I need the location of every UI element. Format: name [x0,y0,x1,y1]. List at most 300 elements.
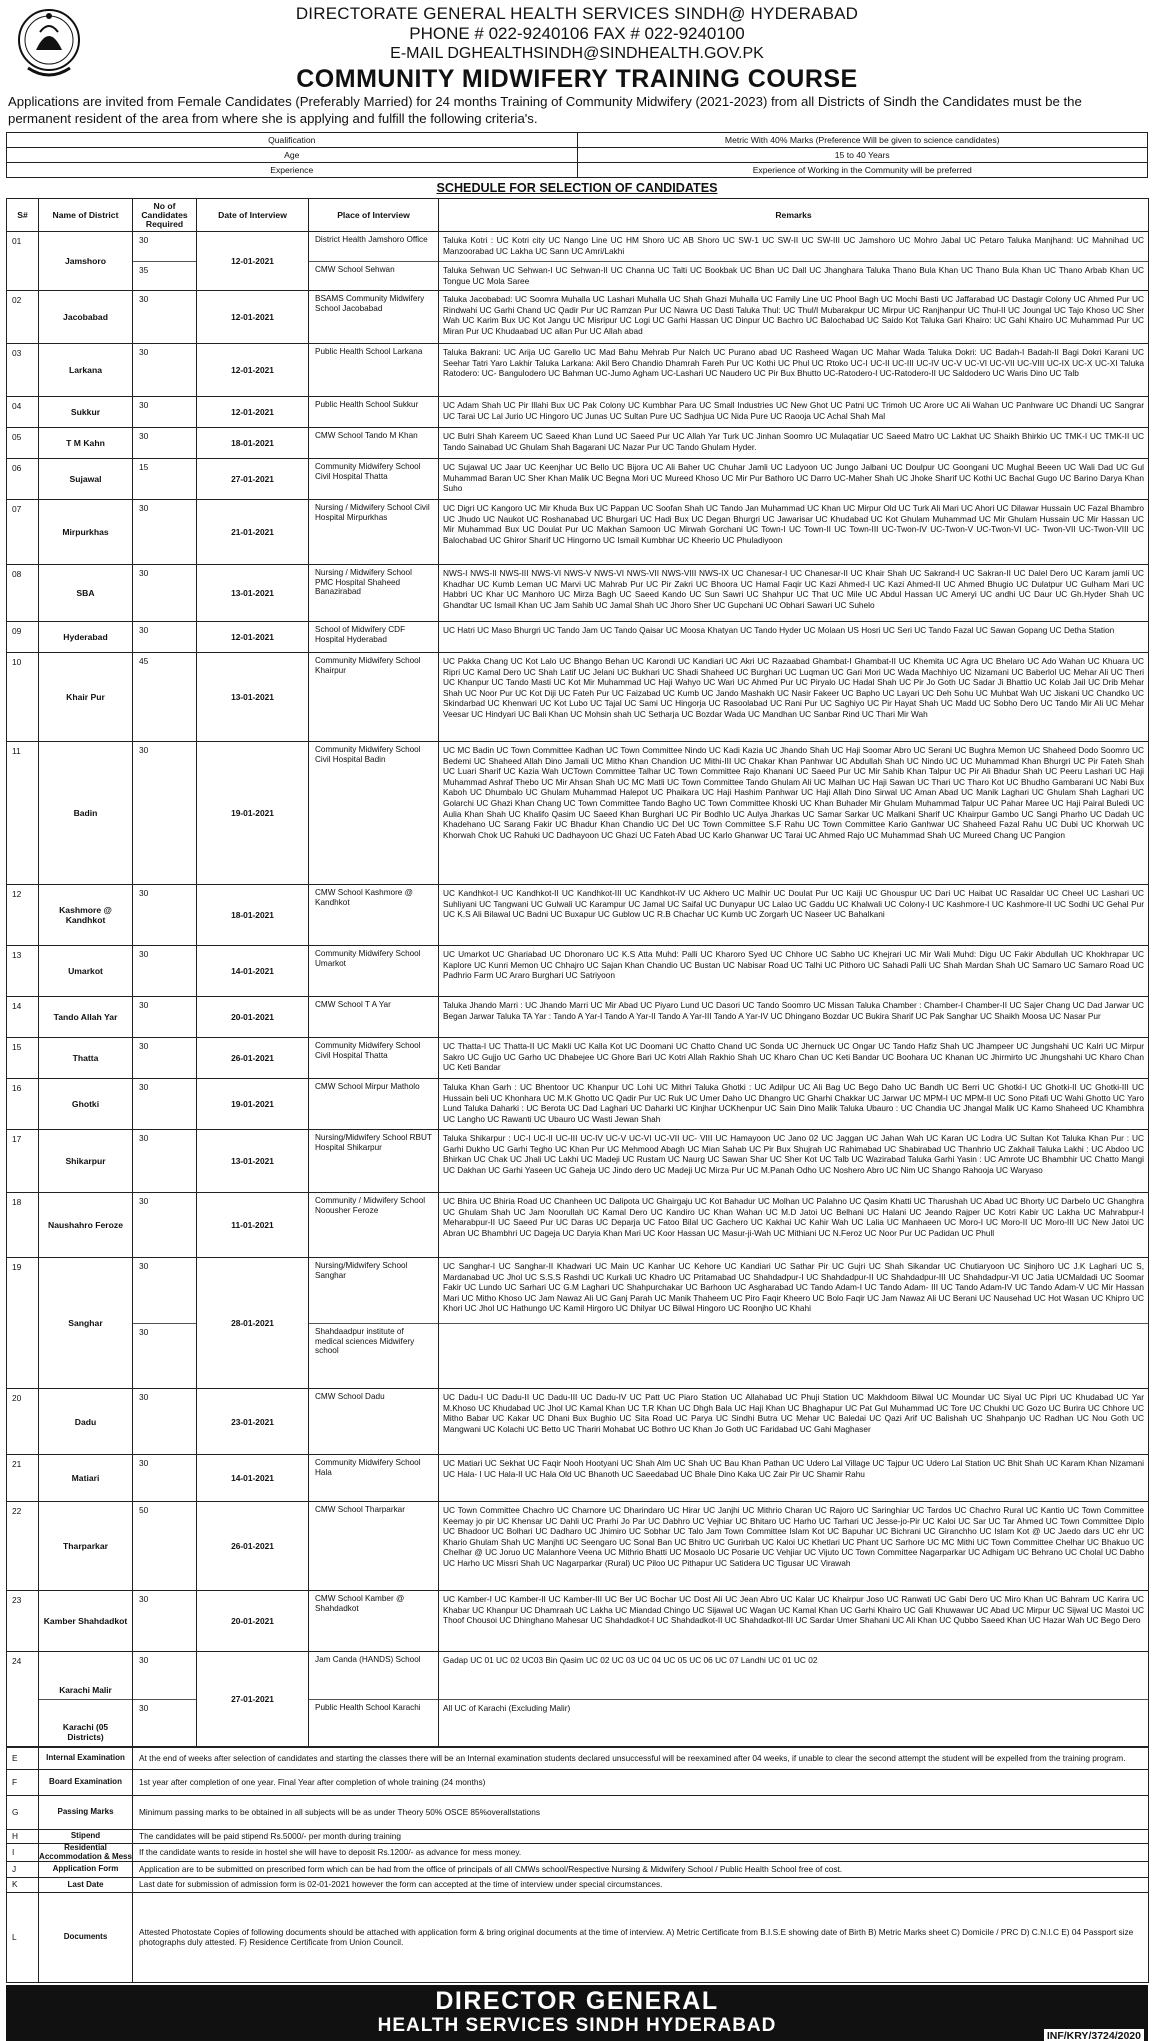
interview-date: 26-01-2021 [231,1541,274,1551]
candidates-count: 30 [139,1082,149,1092]
condition-title: Passing Marks [39,1796,133,1830]
place-cell [309,997,439,1038]
interview-place: Nursing / Midwifery School PMC Hospital Shaheed Banazirabad [315,568,412,597]
candidates-column [133,291,197,343]
candidates-count: 30 [139,1594,149,1604]
candidates-date-cell [133,946,309,997]
remarks-cell [439,1258,1149,1389]
interview-place: Community Midwifery School Civil Hospital Thatta [315,462,421,481]
interview-date: 13-01-2021 [231,1156,274,1166]
place-cell [309,622,439,653]
remarks-cell [439,622,1149,653]
condition-key: K [7,1878,39,1893]
district-name: Umarkot [39,946,133,997]
candidates-date-wrap [133,1455,308,1501]
schedule-row [7,997,1149,1038]
candidates-count: 30 [139,347,149,357]
place-cell [309,653,439,742]
candidates-count: 30 [139,1133,149,1143]
candidates-date-cell [133,291,309,344]
remarks-cell [439,500,1149,565]
remarks-cell [439,397,1149,428]
row-serial: 07 [7,500,39,565]
district-name: Badin [39,742,133,885]
candidates-date-wrap [133,885,308,945]
condition-title: Internal Examination [39,1748,133,1770]
condition-title: Last Date [39,1878,133,1893]
candidates-column [133,232,197,290]
candidates-column [133,565,197,621]
schedule-row [7,232,1149,291]
remarks-cell [439,1455,1149,1502]
union-council-remarks: Taluka Kotri : UC Kotri city UC Nango Line UC HM Shoro UC AB Shoro UC SW-1 UC SW-II UC SW-III UC Jamshoro UC Mohro Jabal UC Petaro Taluka Manjhand: UC Mahnihad UC Manzoorabad UC Lakha UC Sann UC Amri/Lakhi [443,235,1144,256]
remarks-cell [439,291,1149,344]
row-serial: 01 [7,232,39,291]
row-serial: 08 [7,565,39,622]
candidates-date-wrap [133,344,308,396]
union-council-remarks: Taluka Bakrani: UC Arija UC Garello UC Mad Bahu Mehrab Pur Nalch UC Purano abad UC Rasheed Wagan UC Mahar Wada Taluka Dokri: UC Badah-I Badah-II Bagi Dokri Karani UC Seehar Tatri Yaro Lakhir Taluka Larkana: Akil Bero Chandio Dhamrah Fareh Pur UC Kothi UC Phul UC Rtoko UC-I UC-II UC-III UC-IV UC-V UC-VI UC-VII UC-VIII UC-IX UC-X UC-XI Taluka Ratodero: UC- Bangulodero UC Bahman UC-Jumo Agham UC-Lashari UC Naudero UC Pir Bux Bhutto UC-Ratodero-I UC-Ratodero-II UC Saldodero UC Waris Dino UC Talb [443,347,1144,379]
candidates-date-wrap [133,428,308,458]
candidates-count: 30 [139,294,149,304]
candidates-date-cell [133,1502,309,1591]
interview-place: CMW School Sehwan [309,261,438,290]
place-cell [309,1389,439,1455]
candidates-count: 35 [133,261,196,290]
interview-place: Community Midwifery School Civil Hospital Thatta [315,1041,421,1060]
interview-date: 12-01-2021 [231,256,274,266]
candidates-date-wrap [133,622,308,652]
row-serial: 18 [7,1193,39,1258]
candidates-count: 30 [139,888,149,898]
district-name: Naushahro Feroze [39,1193,133,1258]
condition-row [7,1893,1149,1983]
candidates-column [133,1591,197,1651]
candidates-date-wrap [133,1389,308,1454]
remarks-cell [439,946,1149,997]
candidates-date-wrap [133,1079,308,1129]
interview-date: 19-01-2021 [231,808,274,818]
union-council-remarks: UC MC Badin UC Town Committee Kadhan UC Town Committee Nindo UC Kadi Kazia UC Jhando Shah UC Haji Soomar Abro UC Serani UC Bughra Memon UC Shaheed Dodo Soomro UC Bedemi UC Shaheed Allah Dino Jamali UC Mitho Khan Chandion UC Mithi-III UC Chakar Khan Panhwar UC Abdullah Shah UC Nindo UC UC Muhammad Khan Bhurgri UC Pir Fateh Shah UC Luari Sharif UC Kazia Wah UCTown Committee Talhar UC Town Committee Rajo Khanani UC Saeed Pur UC Mir Sahib Khan Talpur UC Pir Ali Bhadur Shah UC Peeru Lashari UC Haji Muhammad Ashraf Thebo UC Mir Ahsan Shah UC MC Matli UC Town Committee Tando Ghulam Ali UC Malhan UC Haji Sawan UC Thari UC Tharo Kot UC Bhudho Gambarani UC Nabi Bux Kaboh UC Dhumbalo UC Ghulam Muhammad Halepot UC Phaikara UC Haji Hashim Panhwar UC Haji Allah Dino Sirwal UC Aman Abad UC Manik Laghari UC Ghulam Shah Laghari UC Golarchi UC Ghazi Khan Chang UC Town Committee Tando Bagho UC Town Committee Khoski UC Khan Buhader Mir Ghulam Muhammad Talpur UC Pahar Maree UC Haji Pairal Buledi UC Aulia Khan Shah UC Khalifo Qasim UC Saeed Khan Burghari UC Pir Bodhlo UC Aulya Jharkas UC Samar Sarkar UC Malkani Sharif UC Khairpur Gambo UC Sangi Pharho UC Dadah UC Khadehano UC Sarang Fakir UC Bhadur Khan Chandio UC Del UC Town Committee S.F Rahu UC Town Committee Kario Ganhwar UC Shaheed Fazal Rahu UC Dubi UC Khorwah UC Khorwah Chok UC Rahuki UC Dadhayoon UC Ghazi UC Fateh Abad UC Karlo Ghanwar UC Tarai UC Ahmed Rajo UC Muhammad Shah UC Mureed Chang UC Pangion [443,745,1144,840]
union-council-remarks: UC Dadu-I UC Dadu-II UC Dadu-III UC Dadu-IV UC Patt UC Piaro Station UC Allahabad UC Phuji Station UC Makhdoom Bilwal UC Moundar UC Siyal UC Pipri UC Khudabad UC Yar M.Khoso UC Khudabad UC Jhol UC Kamal Khan UC T.R Khan UC Dhgh Bala UC Haji Khan UC Bhaghapur UC Pat Gul Muhammad UC Tore UC Chukhi UC Gozo UC Burira UC Chhore UC Mitho Babar UC Kakar UC Dhani Bux Bughio UC Sita Road UC Parya UC Sindhi Butra UC Mehar UC Baledai UC Qazi Arif UC Balishah UC Shahpanjo UC Radhan UC Nou Goth UC Mangwani UC Kolachi UC Betto UC Thariri Mohabat UC Bothro UC Khan Jo Goth UC Faridabad UC Gahi Maghaser [443,1392,1144,1434]
candidates-column [133,500,197,564]
schedule-row [7,1502,1149,1591]
footer-banner [6,1985,1148,2041]
remarks-cell [439,1038,1149,1079]
union-council-remarks: NWS-I NWS-II NWS-III NWS-VI NWS-V NWS-VI NWS-VII NWS-VIII NWS-IX UC Chanesar-I UC Chanesar-II UC Khair Shah UC Sakrand-I UC Sakran-II UC Dalel Dero UC Karam jamli UC Khadhar UC Kumb Leman UC Marvi UC Mahrab Pur UC Pir Zakri UC Bhoora UC Hamal Faqir UC Kazi Ahmed-I UC Kazi Ahmed-II UC Ahmed Bhugio UC Dulatpur UC Gulham Mari UC Habbri UC Khar UC Manhoro UC Mirza Bagh UC Saeed Kando UC Sun Sawri UC Shahpur UC That UC Mile UC Abdul Hassan UC Ameryi UC andhi UC Daur UC Gh.Hyder Shah UC Ghandtar UC Ismail Khan UC Jam Sahib UC Jamal Shah UC Jhoro Sher UC Gupchani UC Obhari Sawari UC Suhelo [443,568,1144,610]
union-council-remarks: UC Sanghar-I UC Sanghar-II Khadwari UC Main UC Kanhar UC Kehore UC Kandiari UC Sathar Pir UC Gujri UC Shah Sikandar UC Chutiaryoon UC Sinjhoro UC J.K Laghari UC S, Mardanabad UC Jhol UC S.S.S Rashdi UC Kurkali UC Khadro UC Pritamabad UC Shahdadpur-I UC Shahdadpur-II UC Shahdadpur-III UC Shahdadpur-VI UC Jatia UCMaldadi UC Soomar Fakir UC Lundo UC Sarhari UC G.M Laghari UC Shahpurchakar UC Barhoon UC Asgharabad UC Tando Adam-I UC Tando Adam- III UC Tando Adam-IV UC Tando Adam-V UC Mir Hassan Mari UC Mitho Khoso UC Jam Nawaz Ali UC Ganj Parah UC Manik Thaheem UC Piro Faqir Kheero UC Bolo Faqir UC Jam Nawaz Ali UC Berani UC Nausehad UC Hot Wasan UC Khipro UC Khori UC Jhol UC Hathungo UC Kamil Hirgoro UC Dhilyar UC Bilwal Hingoro UC Roonjho UC Khahi [443,1261,1144,1314]
candidates-date-wrap [133,500,308,564]
interview-date: 21-01-2021 [231,527,274,537]
interview-date: 23-01-2021 [231,1416,274,1427]
row-serial: 23 [7,1591,39,1652]
candidates-count: 30 [139,235,149,245]
district-name: Ghotki [39,1079,133,1130]
interview-place: Nursing/Midwifery School Sanghar [315,1261,408,1280]
district-name: Sukkur [39,397,133,428]
candidates-column [133,459,197,499]
union-council-remarks: Taluka Khan Garh : UC Bhentoor UC Khanpur UC Lohi UC Mithri Taluka Ghotki : UC Adilpur UC Ali Bag UC Bego Daho UC Bandh UC Berri UC Ghotki-I UC Ghotki-II UC Ghotki-III UC Hussain beli UC Khonhara UC M.K Ghotto UC Qadir Pur UC Ruk UC Umer Daho UC Dhangro UC Gharhi Chakkar UC Jarwar UC MPM-I UC MPM-II UC Sono Pitafi UC Wahi Ghotto UC Yaro Lund Taluka Daharki : UC Berota UC Dad Laghari UC Daharki UC Kinjhar UCKhenpur UC Sain Dino Malik Taluka Ubauro : UC Chandia UC Jhangal Malik UC Kamo Shaheed UC Khambhra UC Langho UC Rawanti UC Ubauro UC Wasti Jewan Shah [443,1082,1144,1124]
interview-place: CMW School Tharparkar [315,1505,405,1514]
remarks-cell [439,565,1149,622]
candidates-column [133,946,197,996]
interview-place: Shahdaadpur institute of medical sciences Midwifery school [309,1323,438,1388]
schedule-row [7,622,1149,653]
remarks-cell [439,1591,1149,1652]
criteria-table [6,132,1148,178]
interview-place: Public Health School Karachi [309,1699,438,1746]
candidates-column [133,1079,197,1129]
header [6,0,1148,92]
footer-department: HEALTH SERVICES SINDH HYDERABAD [377,2015,777,2036]
candidates-date-cell [133,622,309,653]
interview-place: District Health Jamshoro Office [315,235,428,244]
candidates-date-cell [133,1652,309,1747]
candidates-column [133,997,197,1037]
condition-row [7,1862,1149,1878]
union-council-remarks: UC Thatta-I UC Thatta-II UC Makli UC Kalla Kot UC Doomani UC Chatto Chand UC Sonda UC Jhernuck UC Ongar UC Tando Hafiz Shah UC Jhampeer UC Jungshahi UC Kalri UC Mirpur Sakro UC Gujjo UC Garho UC Dhabejee UC Ghore Bari UC Kotri Allah Rakhio Shah UC Kharo Chan UC Keti Bandar UC Boohara UC Khanan UC Jhirmirto UC Jhungshahi UC Kharo Chan UC Keti Bandar [443,1041,1144,1073]
criteria-value: 15 to 40 Years [577,148,1148,163]
candidates-count: 30 [139,568,149,578]
place-cell [309,1591,439,1652]
union-council-remarks: UC Sujawal UC Jaar UC Keenjhar UC Bello UC Bijora UC Ali Baher UC Chuhar Jamli UC Ladyoon UC Jungo Jalbani UC Doulpur UC Goongani UC Mughal Beeen UC Wali Dad UC Gul Muhammad Baran UC Sher Khan Malik UC Begna Mori UC Mureed Khoso UC Mir Pur Bathoro UC Darro UC-Maher Shah UC Jhoke Sharif UC Kothi UC Bachal Gugo UC Barino Darya Khan Suho [443,462,1144,494]
place-cell [309,459,439,500]
candidates-date-wrap [133,232,308,290]
interview-place: Public Health School Larkana [315,347,423,356]
union-council-remarks: Taluka Shikarpur : UC-I UC-II UC-III UC-IV UC-V UC-VI UC-VII UC- VIII UC Hamayoon UC Jano 02 UC Jaggan UC Jahan Wah UC Karan UC Lodra UC Sultan Kot Taluka Khan Pur : UC Garhi Dukho UC Garhi Tegho UC Khan Pur UC Mehmood Abagh UC Mian Sahab UC Pir Bux Shujrah UC Rahimabad UC Shabirabad UC Thanhrio UC Zakhail Taluka Lakhi : UC Abdoo UC Bhirkan UC Chak UC Jhali UC Lakhi UC Madeji UC Rustam UC Naurg UC Sawan Shar UC Sher Kot UC Talb UC Wazirabad Taluka Garhi Yasin : UC Amrote UC Bhambhir UC Chatto Mangi UC Dakhan UC Garhi Yaseen UC Gaheja UC Jindo dero UC Madeji UC Mirza Pur UC M.Panah Odho UC Noshero Abro UC Nim UC Shango Rahooja UC Waryaso [443,1133,1144,1175]
district-name: Shikarpur [39,1130,133,1193]
condition-text: Attested Photostate Copies of following documents should be attached with application form & bring original documents at the time of interview. A) Metric Certificate from B.I.S.E showing date of Birth B) Metric Marks sheet C) Domicile / PRC D) C.N.I.C E) 04 Passport size photographs duly attested. F) Residence Certificate from Union Council. [133,1893,1149,1983]
candidates-count: 30 [139,745,149,755]
schedule-row [7,344,1149,397]
schedule-row [7,1038,1149,1079]
union-council-remarks: Taluka Sehwan UC Sehwan-I UC Sehwan-II UC Channa UC Talti UC Bookbak UC Bhan UC Dall UC Jhanghara Taluka Thano Bula Khan UC Thano Bula Khan UC Thano Arbab Khan UC Tongue UC Mola Saree [439,261,1148,290]
row-serial: 14 [7,997,39,1038]
interview-place: Community / Midwifery School Noousher Feroze [315,1196,426,1215]
place-cell [309,1258,439,1389]
schedule-row [7,1591,1149,1652]
interview-date: 19-01-2021 [231,1099,274,1109]
district-name: T M Kahn [39,428,133,459]
candidates-date-wrap [133,653,308,741]
row-serial: 04 [7,397,39,428]
candidates-date-cell [133,997,309,1038]
row-serial: 21 [7,1455,39,1502]
remarks-cell [439,1079,1149,1130]
remarks-cell [439,742,1149,885]
interview-date: 12-01-2021 [231,365,274,375]
remarks-cell [439,1193,1149,1258]
interview-date: 20-01-2021 [231,1012,274,1022]
place-cell [309,428,439,459]
candidates-count: 30 [139,1392,149,1402]
candidates-count: 30 [139,949,149,959]
row-serial: 24 [7,1652,39,1747]
candidates-column [133,653,197,741]
candidates-count: 30 [139,1261,149,1271]
candidates-column [133,1038,197,1078]
candidates-count: 30 [139,1041,149,1051]
candidates-column [133,428,197,458]
candidates-date-wrap [133,997,308,1037]
place-cell [309,1193,439,1258]
interview-date: 26-01-2021 [231,1053,274,1063]
condition-row [7,1770,1149,1796]
candidates-date-wrap [133,1038,308,1078]
remarks-cell [439,653,1149,742]
condition-text: The candidates will be paid stipend Rs.5000/- per month during training [133,1830,1149,1844]
interview-place: CMW School Kamber @ Shahdadkot [315,1594,405,1613]
footer-director: DIRECTOR GENERAL [435,1987,719,2015]
candidates-column [133,885,197,945]
candidates-count: 30 [139,1196,149,1206]
interview-date: 18-01-2021 [231,438,274,448]
interview-date: 13-01-2021 [231,692,274,702]
condition-row [7,1844,1149,1862]
interview-place: Community Midwifery School Hala [315,1458,421,1477]
candidates-date-cell [133,653,309,742]
candidates-column [133,1389,197,1454]
union-council-remarks: UC Kamber-I UC Kamber-II UC Kamber-III UC Ber UC Bochar UC Dost Ali UC Jean Abro UC Kalar UC Khairpur Joso UC Ranwati UC Gabi Dero UC Miro Khan UC Bahram UC Karira UC Khabar UC Khanpur UC Dhamraah UC Lakha UC Miandad Chingo UC Sijawal UC Wagan UC Kamal Khan UC Garhi Khairo UC Gali Khuwawar UC Abad UC Mirpur UC Sijwal UC Mastoi UC Thoof Chousoi UC Dhinghano Mahesar UC Shahdadkot-I UC Shahdadkot-II UC Shahdadkot-III UC Sardar Umer Shahani UC Ali Khan UC Qubbo Saeed Khan UC Hazar Wah UC Bego Dero [443,1594,1144,1626]
district-name: Sujawal [39,459,133,500]
place-cell [309,232,439,291]
condition-text: Minimum passing marks to be obtained in all subjects will be as under Theory 50% OSCE 85%overallstations [133,1796,1149,1830]
criteria-row [7,148,1148,163]
row-serial: 12 [7,885,39,946]
district-name: Kamber Shahdadkot [39,1591,133,1652]
schedule-row [7,1389,1149,1455]
interview-date: 11-01-2021 [231,1220,274,1230]
district-name: Jacobabad [39,291,133,344]
condition-title: Residential Accommodation & Mess [39,1843,132,1861]
candidates-date-cell [133,344,309,397]
place-cell [309,1502,439,1591]
candidates-column [133,344,197,396]
candidates-column [133,1652,197,1746]
interview-date: 13-01-2021 [231,588,274,598]
candidates-date-cell [133,1258,309,1389]
condition-title: Stipend [39,1830,133,1844]
district-name: SBA [39,565,133,622]
candidates-date-cell [133,1130,309,1193]
candidates-date-cell [133,232,309,291]
district-name: Dadu [39,1389,133,1455]
candidates-count: 15 [139,462,149,472]
candidates-date-wrap [133,1130,308,1192]
schedule-row [7,1652,1149,1747]
col-date: Date of Interview [218,209,287,220]
candidates-date-wrap [133,397,308,427]
place-cell [309,565,439,622]
place-cell [309,1079,439,1130]
condition-row [7,1796,1149,1830]
district-name: Khair Pur [39,653,133,742]
remarks-cell [439,232,1149,291]
criteria-label: Experience [7,163,578,178]
candidates-date-wrap [133,565,308,621]
place-cell [309,946,439,997]
remarks-cell [439,459,1149,500]
schedule-table [6,198,1149,1747]
interview-place: Nursing / Midwifery School Civil Hospital Mirpurkhas [315,503,430,522]
interview-place: CMW School Dadu [315,1392,385,1401]
candidates-date-cell [133,1193,309,1258]
candidates-date-wrap [133,1502,308,1590]
schedule-row [7,742,1149,885]
candidates-date-cell [133,1455,309,1502]
condition-text: Last date for submission of admission form is 02-01-2021 however the form can accepted at the time of interview under special circumstances. [133,1878,1149,1893]
candidates-date-cell [133,742,309,885]
candidates-column [133,1502,197,1590]
schedule-row [7,653,1149,742]
remarks-cell [439,1652,1149,1747]
email-line: E-MAIL DGHEALTHSINDH@SINDHEALTH.GOV.PK [390,45,764,62]
interview-date: 27-01-2021 [231,1694,274,1704]
candidates-column [133,1455,197,1501]
candidates-column [133,1130,197,1192]
union-council-remarks: UC Bulri Shah Kareem UC Saeed Khan Lund UC Saeed Pur UC Allah Yar Turk UC Jinhan Soomro UC Mulaqatiar UC Saeed Matro UC Lakhat UC Shaikh Bhirkio UC TMK-I UC TMK-II UC Tando Sainabad UC Ghulam Shah Bagarani UC Nazar Pur UC Tando Ghulam Hyder. [443,431,1144,452]
interview-date: 28-01-2021 [231,1318,274,1328]
district-cell [39,1652,133,1747]
candidates-date-cell [133,1389,309,1455]
remarks-cell [439,1502,1149,1591]
interview-place: Community Midwifery School Khairpur [315,656,421,675]
district-name: Hyderabad [39,622,133,653]
col-place: Place of Interview [309,199,439,232]
schedule-row [7,459,1149,500]
candidates-date-wrap [133,291,308,343]
schedule-row [7,1130,1149,1193]
schedule-header-row [7,199,1149,232]
condition-key: J [7,1862,39,1878]
condition-row [7,1830,1149,1844]
row-serial: 13 [7,946,39,997]
candidates-column [133,622,197,652]
remarks-cell [439,344,1149,397]
candidates-date-cell [133,459,309,500]
condition-key: L [7,1893,39,1983]
row-serial: 05 [7,428,39,459]
interview-place: Community Midwifery School Umarkot [315,949,421,968]
interview-place: Public Health School Sukkur [315,400,419,409]
candidates-date-wrap [133,946,308,996]
schedule-row [7,1455,1149,1502]
condition-title: Documents [39,1893,133,1983]
candidates-date-cell [133,565,309,622]
candidates-count: 30 [139,625,149,635]
condition-title: Application Form [39,1862,133,1878]
interview-place: BSAMS Community Midwifery School Jacobabad [315,294,425,313]
union-council-remarks: UC Pakka Chang UC Kot Lalo UC Bhango Behan UC Karondi UC Kandiari UC Akri UC Razaabad Ghambat-I Ghambat-II UC Khemita UC Agra UC Bhelaro UC Ado Wahan UC Khuara UC Ripri UC Kamal Dero UC Shah Latif UC Jelani UC Bukhari UC Shadi Shaheed UC Burghari UC Luqman UC Gari Mori UC Wada Machhiyo UC Nizamani UC Baberlol UC Mehar Ali UC Theri UC Khanpur UC Tando Masti UC Kot Mir Muhammad UC Haji Wahyo UC Wari UC Ahmed Pur UC Piryalo UC Hadal Shah UC Pir Jo Goth UC Sadar Ji Bhattio UC Kolab Jail UC Drib Mehar Shah UC Noor Pur UC Kot Diji UC Fateh Pur UC Faizabad UC Kumb UC Jando Mashakh UC Nasir Fakeer UC Bapho UC Layari UC Deh Sohu UC Muhbat Wah UC Jiskani UC Chandko UC Skindarbad UC Khenwari UC Kot Lubo UC Tajal UC Sami UC Hingorja UC Rasoolabad UC Rani Pur UC Saghiyo UC Pir Hayat Shah UC Madd UC Sobho Dero UC Tando Mir Ali UC Mehar Veesar UC Hindyari UC Bali Khan UC Mohsin shah UC Setharja UC Bozdar Wada UC Mandhan UC Sanbar Rind UC Thari Mir Wah [443,656,1144,719]
candidates-column [133,1258,197,1388]
condition-text: If the candidate wants to reside in hostel she will have to deposit Rs.1200/- as advance for mess money. [133,1844,1149,1862]
remarks-cell [439,1389,1149,1455]
condition-row [7,1748,1149,1770]
candidates-date-wrap [133,1591,308,1651]
condition-text: At the end of weeks after selection of candidates and starting the classes there will be an Internal examination students declared unsuccessful will be reexamined after 04 weeks, if unable to clear the second attempt the student will be expelled from the training program. [133,1748,1149,1770]
row-serial: 17 [7,1130,39,1193]
place-cell [309,397,439,428]
condition-key: G [7,1796,39,1830]
union-council-remarks: Gadap UC 01 UC 02 UC03 Bin Qasim UC 02 UC 03 UC 04 UC 05 UC 06 UC 07 Landhi UC 01 UC 02 [443,1655,818,1665]
interview-place: Community Midwifery School Civil Hospital Badin [315,745,421,764]
row-serial: 09 [7,622,39,653]
place-cell [309,885,439,946]
candidates-count: 30 [133,1699,196,1746]
sindh-government-seal-icon [14,2,84,82]
candidates-count: 30 [139,1000,149,1010]
union-council-remarks: UC Bhira UC Bhiria Road UC Chanheen UC Dalipota UC Ghairgaju UC Kot Bahadur UC Molhan UC Palahno UC Qasim Khatti UC Tharushah UC Abad UC Bhorty UC Darbelo UC Ghanghra UC Ghulam Shah UC Jam Noorullah UC Kamal Dero UC Kandiro UC Khan Wahan UC M.D Jatoi UC Belhani UC Halani UC Jeando Rajper UC Kotri Kabir UC Lakha UC Mahrabpur-I Meharabpur-II UC Saeed Pur UC Daras UC Deparja UC Fatoo Bilal UC Gachero UC Kakhai UC Kahir Wah UC Lalia UC Manhaeen UC Moro-I UC Moro-II UC Moro-III UC New Jatoi UC Abran UC Bhambhri UC Dageja UC Daryia Khan Mari UC Koor Hassan UC Masur-ji-Wah UC Mithiani UC N.Feroz UC Noor Pur UC Padidan UC Phull [443,1196,1144,1238]
candidates-count: 30 [139,1458,149,1468]
interview-place: Nursing/Midwifery School RBUT Hospital Shikarpur [315,1133,432,1152]
district-name: Tando Allah Yar [39,997,133,1038]
row-serial: 16 [7,1079,39,1130]
candidates-date-cell [133,1038,309,1079]
union-council-remarks: All UC of Karachi (Excluding Malir) [439,1699,1148,1746]
interview-date: 12-01-2021 [231,407,274,417]
condition-text: 1st year after completion of one year. Final Year after completion of whole training (24 months) [133,1770,1149,1796]
row-serial: 22 [7,1502,39,1591]
schedule-row [7,565,1149,622]
schedule-title: SCHEDULE FOR SELECTION OF CANDIDATES [436,181,718,195]
candidates-count: 30 [133,1323,196,1388]
condition-text: Application are to be submitted on prescribed form which can be had from the office of principals of all CMWs school/Respective Nursing & Midwifery School / Public Health School free of cost. [133,1862,1149,1878]
phone-line: PHONE # 022-9240106 FAX # 022-9240100 [409,24,745,43]
district-name: Karachi Malir [59,1685,112,1695]
place-cell [309,1130,439,1193]
district-name: Mirpurkhas [39,500,133,565]
candidates-date-wrap [133,1258,308,1388]
directorate-line: DIRECTORATE GENERAL HEALTH SERVICES SINDH@ HYDERABAD [295,4,859,23]
intro-paragraph: Applications are invited from Female Candidates (Preferably Married) for 24 months Training of Community Midwifery (2021-2023) from all Districts of Sindh the Candidates must be the permanent resident of the area from where she is applying and fulfill the following criteria's. [8,94,1082,126]
interview-date: 14-01-2021 [231,966,274,976]
col-candidates: No of Candidates Required [133,199,197,231]
candidates-count: 45 [139,656,149,666]
schedule-row [7,1193,1149,1258]
union-council-remarks: UC Digri UC Kangoro UC Mir Khuda Bux UC Pappan UC Soofan Shah UC Tando Jan Muhammad UC Khan UC Mirpur Old UC Turk Ali Mari UC Ahori UC Dilawar Hussain UC Fazal Bhambro UC Jhudo UC Naukot UC Roshanabad UC Bhurgari UC Hadi Bux UC Degan Bhurgri UC Jawarisar UC Khudabad UC Kot Ghulam Muhammad UC Mir Ghulam Hussain UC Mir Hassan UC Mir Muhammad Bux UC Doulat Pur UC Makhan Samoon UC Mirwah Gorchani UC Town-I UC Town-II UC Town-III UC-Twon-IV UC-Twon-V UC-Twon-VI UC- Twon-VII UC-Twon-VIII UC Balochabad UC Ghiror Sharif UC Hingorno UC Ismail Kumbhar UC Kheerio UC Phuladiyoon [443,503,1144,545]
schedule-row [7,1258,1149,1389]
candidates-date-cell [133,1079,309,1130]
union-council-remarks: UC Adam Shah UC Pir Illahi Bux UC Pak Colony UC Kumbhar Para UC Small Industries UC New Ghot UC Patni UC Trimoh UC Arore UC Ali Wahan UC Panhware UC Dhandi UC Sangrar UC Tarai UC Lal Jurio UC Hingoro UC Junas UC Sultan Pure UC Sadhjua UC Nida Pure UC Raooja UC Achal Shah Mal [443,400,1144,421]
union-council-remarks: UC Umarkot UC Ghariabad UC Dhoronaro UC K.S Atta Muhd: Palli UC Kharoro Syed UC Chhore UC Sabho UC Khejrari UC Mir Wali Muhd: Digu UC Fakir Abdullah UC Khokhrapar UC Kaplore UC Kunri Memon UC Chhajro UC Sajan Khan Chandio UC Bustan UC Nabisar Road UC Talhi UC Pithoro UC Sahadi Palli UC Shah Mardan Shah UC Samaro UC Samaro Road UC Padhrio Farm UC Araro Burghari UC Satriyoon [443,949,1144,981]
district-name: Matiari [39,1455,133,1502]
candidates-column [133,1193,197,1257]
place-cell [309,1652,439,1747]
candidates-count: 30 [139,503,149,513]
candidates-date-cell [133,885,309,946]
row-serial: 02 [7,291,39,344]
condition-row [7,1878,1149,1893]
union-council-remarks: Taluka Jacobabad: UC Soomra Muhalla UC Lashari Muhalla UC Shah Ghazi Muhalla UC Family Line UC Phool Bagh UC Mochi Basti UC Jaffarabad UC Dastagir Colony UC Ahmed Pur UC Rindwahi UC Garhi Chand UC Qadir Pur UC Ramzan Pur UC Nawra UC Dasti Taluka Thul: UC Thul/I Mubarakpur UC Mirpur UC Ranjhanpur UC Thul-II UC Joungal UC Tajo Khoso UC Sher Wah UC Karim Bux UC Kot Jangu UC Misripur UC Logi UC Garhi Hassan UC Dinpur UC Bachro UC Balochabad UC Saido Kot Taluka Gari Khairo: UC Gahi Khairo UC Muhammad Pur UC Miran Pur UC Khudaabad UC allan Pur UC Allah abad [443,294,1144,336]
place-cell [309,291,439,344]
schedule-row [7,428,1149,459]
condition-key: E [7,1748,39,1770]
schedule-row [7,500,1149,565]
row-serial: 19 [7,1258,39,1389]
conditions-table [6,1747,1149,1983]
district-name: Kashmore @ Kandhkot [39,885,133,946]
criteria-row [7,133,1148,148]
col-sno: S# [7,199,39,232]
interview-date: 18-01-2021 [231,910,274,920]
col-remarks: Remarks [439,199,1149,232]
candidates-count: 30 [139,400,149,410]
district-name: Thatta [39,1038,133,1079]
schedule-row [7,397,1149,428]
union-council-remarks: UC Town Committee Chachro UC Charnore UC Dharindaro UC Hirar UC Janjhi UC Mithrio Charan UC Rajoro UC Saringhiar UC Tardos UC Chachro Rural UC Kantio UC Town Committee Keemay jo pir UC Khensar UC Dahli UC Prarhi Jo Par UC Dabhro UC Vejhiar UC Bhitaro UC Harho UC Tarhari UC Jesse-jo-Pir UC Kaloi UC Sar UC Tar Ahmed UC Town Committee Diplo UC Bhadoor UC Bolhari UC Dadharo UC Jhimiro UC Sobhar UC Talo Jam Town Committee Islam Kot UC Bapuhar UC Bichrani UC Giranchho UC Islam Kot @ UC Jaedo dars UC ehr UC Khario Ghulam Shah UC Manjhti UC Seengaro UC Sonal Ban UC Bhitro UC Gurirbah UC Kaloi UC Khetlari UC Phant UC Sarhore UC MC Mithi UC Town Committee Chelhar UC Bhakuo UC Chelhar @ UC Joruo UC Malanhore Veena UC Mithrio Bhatti UC Mosaolo UC Posarie UC Vehjiar UC Vijuto UC Town Committee Nagarparkar UC Adhigam UC Behrano UC Cholal UC Dabho UC Harho UC Missri Shah UC Nagarparkar (Rural) UC Piloo UC Pithapur UC Satidera UC Tigusar UC Virawah [443,1505,1144,1568]
interview-date: 12-01-2021 [231,632,274,642]
interview-date: 12-01-2021 [231,312,274,322]
district-name: Tharparkar [39,1502,133,1591]
